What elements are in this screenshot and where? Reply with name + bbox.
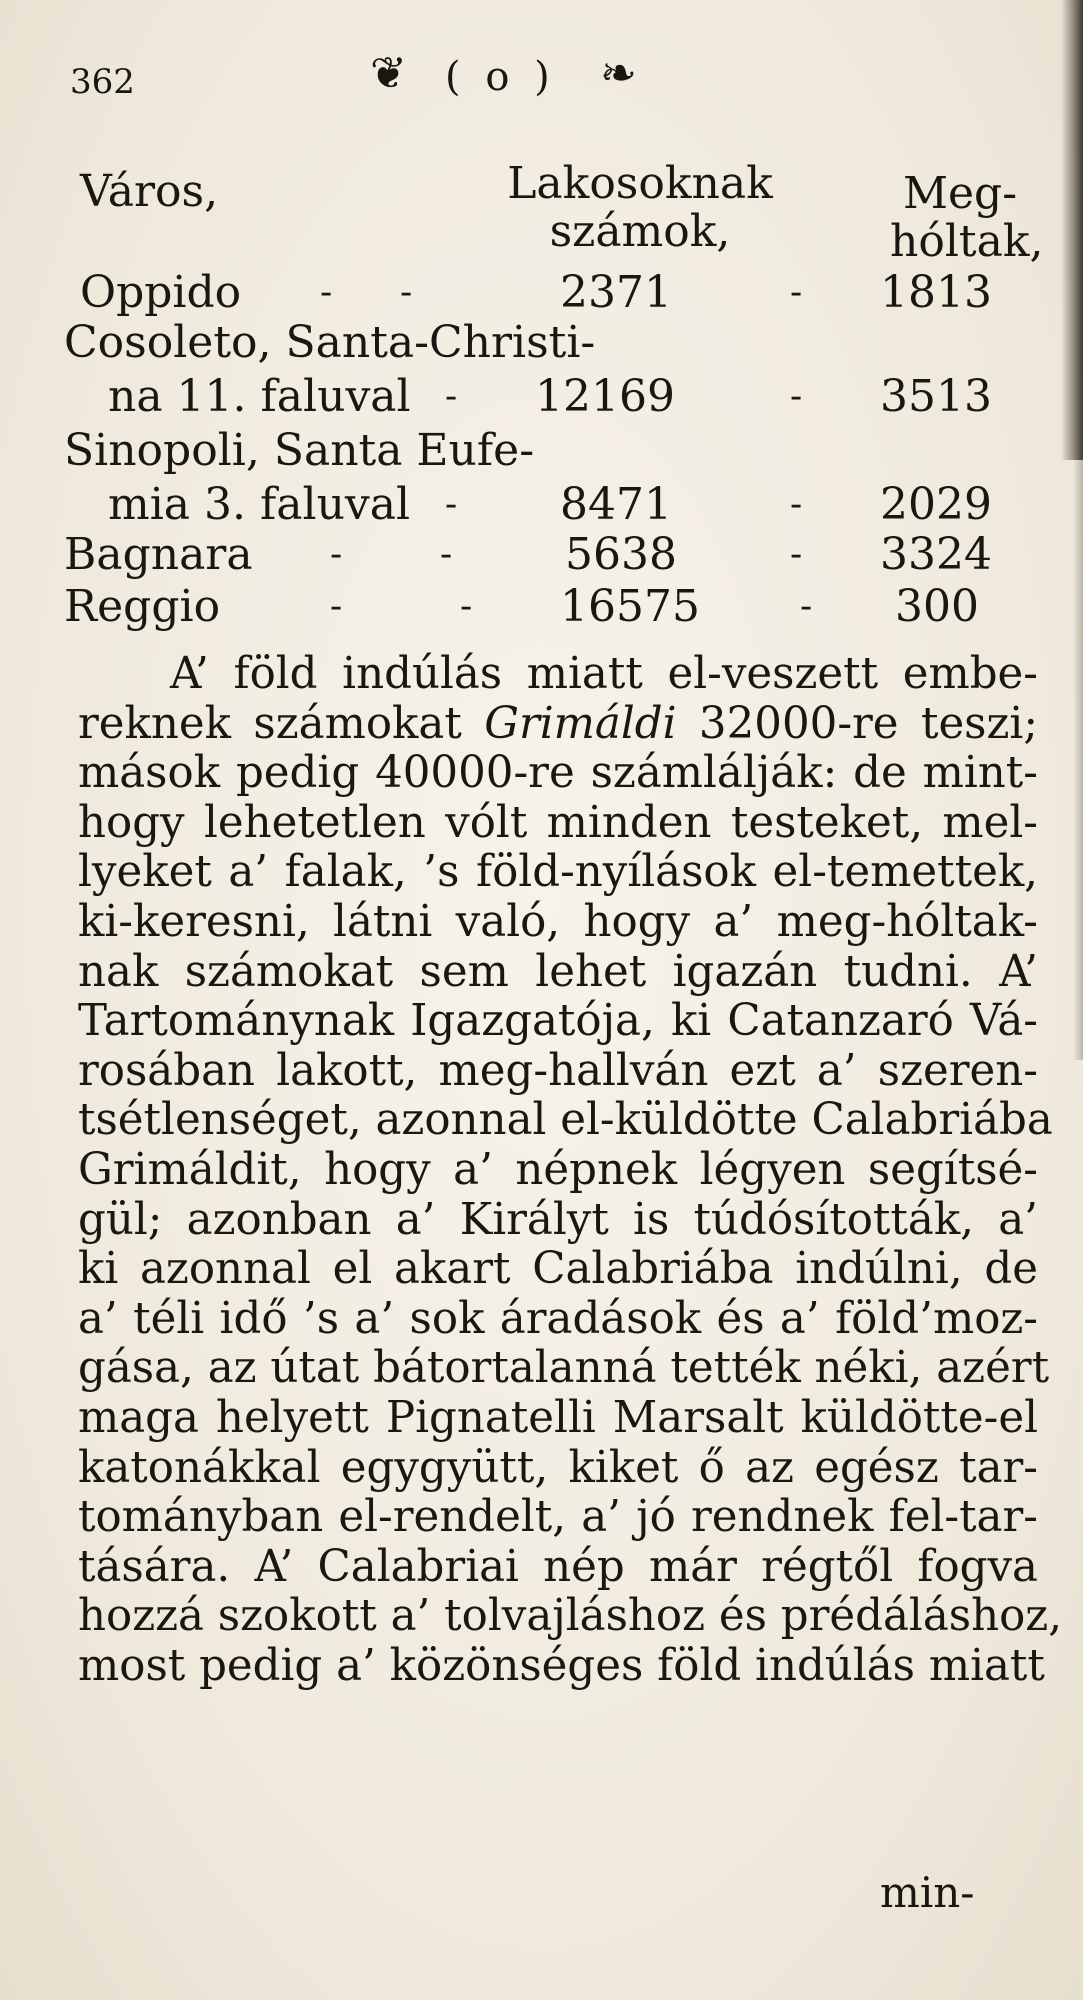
header-population xyxy=(480,160,800,256)
page-header xyxy=(70,48,830,128)
table-row-city: Reggio xyxy=(64,581,221,632)
text-line: maga helyett Pignatelli Marsalt küldötte-el xyxy=(78,1392,1038,1443)
catchword: min- xyxy=(880,1868,975,1917)
text-line: nak számokat sem lehet igazán tudni. A’ xyxy=(78,946,1038,997)
table-cell-dead: 2029 xyxy=(880,479,992,530)
text-line: Grimáldit, hogy a’ népnek légyen segítsé- xyxy=(78,1144,1038,1195)
text-line: gül; azonban a’ Királyt is túdósították, a’ xyxy=(78,1194,1038,1245)
text-line: A’ föld indúlás miatt el-veszett embe- xyxy=(170,649,1038,699)
text-line: hozzá szokott a’ tolvajláshoz és prédáláshoz, xyxy=(78,1591,1063,1642)
header-population-line1: Lakosoknak xyxy=(507,158,773,209)
header-dead xyxy=(890,168,1044,267)
text-line: gása, az útat bátortalanná tették néki, azért xyxy=(78,1343,1050,1394)
text-line: rosában lakott, meg-hallván ezt a’ szeren- xyxy=(78,1045,1038,1096)
dash: - xyxy=(790,484,803,525)
ornament-left-icon: ❦ xyxy=(370,48,407,99)
dash: - xyxy=(790,534,803,575)
dash: - xyxy=(790,376,803,417)
text-line: lyeket a’ falak, ’s föld-nyílások el-temettek, xyxy=(78,847,1038,898)
table-row-city-cont: mia 3. faluval xyxy=(108,479,411,530)
table-cell-population: 5638 xyxy=(565,529,677,580)
header-population-line2: számok, xyxy=(549,206,731,257)
dash: - xyxy=(445,484,458,525)
table-cell-population: 16575 xyxy=(560,581,700,632)
text-line: katonákkal egygyütt, kiket ő az egész tar- xyxy=(78,1442,1038,1493)
text-line: Tartománynak Igazgatója, ki Catanzaró Vá- xyxy=(78,996,1038,1047)
dash: - xyxy=(800,586,813,627)
table-cell-population: 12169 xyxy=(535,371,675,422)
table-cell-dead: 1813 xyxy=(880,267,992,318)
dash: - xyxy=(330,586,343,627)
text-line: tására. A’ Calabriai nép már régtől fogva xyxy=(78,1541,1038,1592)
text-line: tsétlenséget, azonnal el-küldötte Calabriába xyxy=(78,1095,1053,1146)
header-city: Város, xyxy=(80,166,219,217)
page-edge-shadow-lower xyxy=(1073,460,1083,1060)
dash: - xyxy=(440,534,453,575)
header-dead-line1: Meg- xyxy=(902,168,1018,219)
page-number: 362 xyxy=(70,62,135,102)
dash: - xyxy=(400,272,413,313)
table-cell-dead: 3324 xyxy=(880,529,992,580)
ornament-right-icon: ❧ xyxy=(600,48,637,99)
text-line: hogy lehetetlen vólt minden testeket, mel- xyxy=(78,797,1038,848)
text-line: a’ téli idő ’s a’ sok áradások és a’ föld’moz- xyxy=(78,1293,1038,1344)
dash: - xyxy=(460,586,473,627)
body-paragraph xyxy=(78,649,1063,1691)
running-head: ( o ) xyxy=(445,54,556,100)
dash: - xyxy=(320,272,333,313)
text-line: ki azonnal el akart Calabriába indúlni, de xyxy=(78,1244,1038,1295)
table-row-city: Bagnara xyxy=(64,529,253,580)
table-row-city: Sinopoli, Santa Eufe- xyxy=(64,425,535,476)
text-line: reknek számokat Grimáldi 32000-re teszi; xyxy=(78,698,1038,749)
dash: - xyxy=(445,376,458,417)
dash: - xyxy=(330,534,343,575)
table-cell-population: 2371 xyxy=(560,267,672,318)
dash: - xyxy=(790,272,803,313)
table-row-city: Oppido xyxy=(80,267,242,318)
text-line: tományban el-rendelt, a’ jó rendnek fel-tar- xyxy=(78,1492,1038,1543)
page-edge-shadow xyxy=(1061,0,1083,460)
text-line: mások pedig 40000-re számlálják: de mint- xyxy=(78,748,1038,799)
table-cell-dead: 300 xyxy=(895,581,979,632)
text-line: most pedig a’ közönséges föld indúlás miatt xyxy=(78,1640,1045,1691)
text-line: ki-keresni, látni való, hogy a’ meg-hóltak- xyxy=(78,896,1038,947)
header-dead-line2: hóltak, xyxy=(890,216,1044,267)
table-cell-dead: 3513 xyxy=(880,371,992,422)
table-row-city: Cosoleto, Santa-Christi- xyxy=(64,317,596,368)
table-cell-population: 8471 xyxy=(560,479,672,530)
table-row-city-cont: na 11. faluval xyxy=(108,371,411,422)
